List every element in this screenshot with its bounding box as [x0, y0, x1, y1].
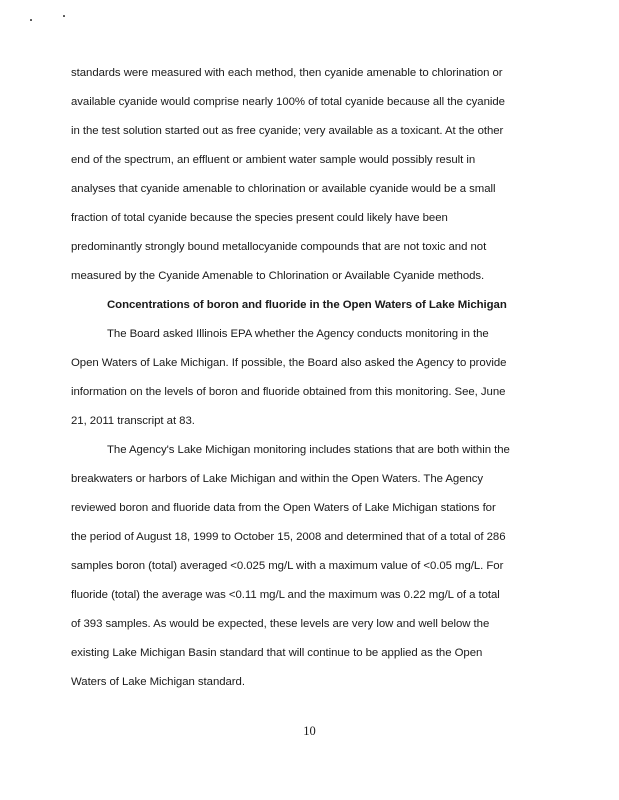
text-line: measured by the Cyanide Amenable to Chlorination or Available Cyanide methods. — [71, 270, 485, 282]
paragraph-cyanide — [71, 59, 549, 291]
text-line: predominantly strongly bound metallocyanide compounds that are not toxic and not — [71, 241, 487, 253]
text-line: samples boron (total) averaged <0.025 mg/L with a maximum value of <0.05 mg/L. For — [71, 560, 504, 572]
text-line: in the test solution started out as free cyanide; very available as a toxicant. At the other — [71, 125, 504, 137]
text-line: The Agency's Lake Michigan monitoring includes stations that are both within the — [107, 444, 510, 456]
scan-artifact — [30, 12, 70, 22]
body-text — [71, 59, 549, 697]
text-line: Waters of Lake Michigan standard. — [71, 676, 245, 688]
text-line: end of the spectrum, an effluent or ambient water sample would possibly result in — [71, 154, 476, 166]
text-line: standards were measured with each method, then cyanide amenable to chlorination or — [71, 67, 503, 79]
text-line: 21, 2011 transcript at 83. — [71, 415, 195, 427]
page-number: 10 — [303, 724, 316, 738]
text-line: the period of August 18, 1999 to October 15, 2008 and determined that of a total of 286 — [71, 531, 506, 543]
text-line: breakwaters or harbors of Lake Michigan and within the Open Waters. The Agency — [71, 473, 484, 485]
text-line: fluoride (total) the average was <0.11 mg/L and the maximum was 0.22 mg/L of a total — [71, 589, 500, 601]
paragraph-board-request — [71, 320, 549, 436]
text-line: fraction of total cyanide because the species present could likely have been — [71, 212, 448, 224]
text-line: information on the levels of boron and fluoride obtained from this monitoring. See, June — [71, 386, 506, 398]
paragraph-monitoring-results — [71, 436, 549, 697]
text-line: reviewed boron and fluoride data from the Open Waters of Lake Michigan stations for — [71, 502, 496, 514]
section-heading: Concentrations of boron and fluoride in the Open Waters of Lake Michigan — [107, 299, 507, 311]
text-line: The Board asked Illinois EPA whether the Agency conducts monitoring in the — [107, 328, 489, 340]
text-line: Open Waters of Lake Michigan. If possible, the Board also asked the Agency to provide — [71, 357, 507, 369]
text-line: available cyanide would comprise nearly 100% of total cyanide because all the cyanide — [71, 96, 505, 108]
text-line: existing Lake Michigan Basin standard that will continue to be applied as the Open — [71, 647, 483, 659]
text-line: analyses that cyanide amenable to chlorination or available cyanide would be a small — [71, 183, 496, 195]
text-line: of 393 samples. As would be expected, these levels are very low and well below the — [71, 618, 490, 630]
